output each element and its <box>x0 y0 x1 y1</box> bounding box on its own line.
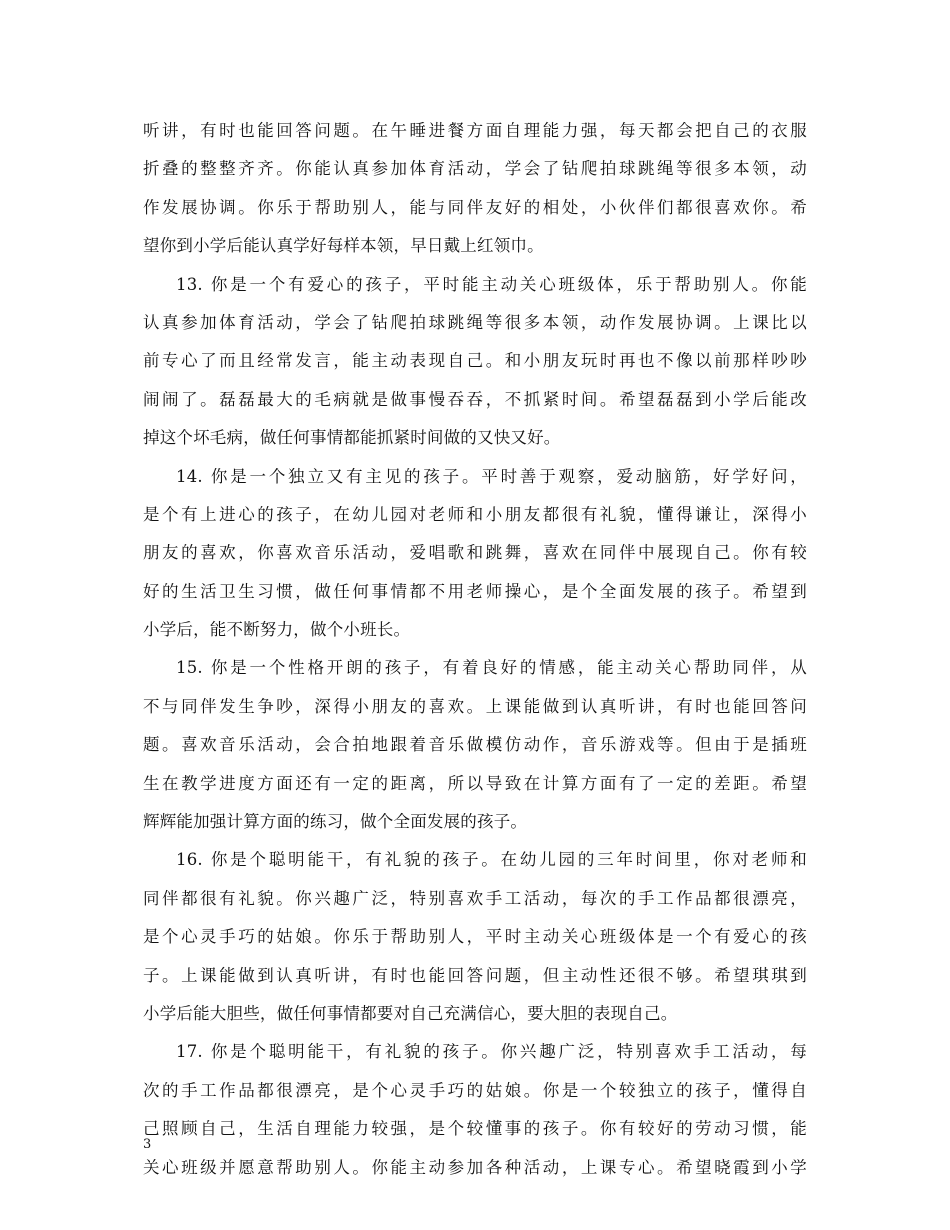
paragraph-first-line: 13. 你是一个有爱心的孩子，平时能主动关心班级体，乐于帮助别人。你能 <box>176 274 807 294</box>
text-line: 闹闹了。磊磊最大的毛病就是做事慢吞吞，不抓紧时间。希望磊磊到小学后能改 <box>143 389 807 409</box>
text-line: 关心班级并愿意帮助别人。你能主动参加各种活动，上课专心。希望晓霞到小学 <box>143 1157 807 1177</box>
text-line: 是个心灵手巧的姑娘。你乐于帮助别人，平时主动关心班级体是一个有爱心的孩 <box>143 927 807 947</box>
text-line: 生在教学进度方面还有一定的距离，所以导致在计算方面有了一定的差距。希望 <box>143 773 807 793</box>
text-line: 掉这个坏毛病，做任何事情都能抓紧时间做的又快又好。 <box>143 428 561 448</box>
text-line: 好的生活卫生习惯，做任何事情都不用老师操心，是个全面发展的孩子。希望到 <box>143 581 807 601</box>
text-line: 听讲，有时也能回答问题。在午睡进餐方面自理能力强，每天都会把自己的衣服 <box>143 121 807 140</box>
text-line: 折叠的整整齐齐。你能认真参加体育活动，学会了钻爬拍球跳绳等很多本领，动 <box>143 159 807 179</box>
text-line: 认真参加体育活动，学会了钻爬拍球跳绳等很多本领，动作发展协调。上课比以 <box>143 312 807 332</box>
text-line: 己照顾自己，生活自理能力较强，是个较懂事的孩子。你有较好的劳动习惯，能 <box>143 1119 807 1139</box>
text-line: 作发展协调。你乐于帮助别人，能与同伴友好的相处，小伙伴们都很喜欢你。希 <box>143 197 807 217</box>
text-line: 题。喜欢音乐活动，会合拍地跟着音乐做模仿动作，音乐游戏等。但由于是插班 <box>143 735 807 755</box>
text-line: 朋友的喜欢，你喜欢音乐活动，爱唱歌和跳舞，喜欢在同伴中展现自己。你有较 <box>143 543 807 563</box>
body-text <box>143 112 807 1187</box>
paragraph-first-line: 15. 你是一个性格开朗的孩子，有着良好的情感，能主动关心帮助同伴，从 <box>176 658 807 678</box>
text-line: 不与同伴发生争吵，深得小朋友的喜欢。上课能做到认真听讲，有时也能回答问 <box>143 696 807 716</box>
text-line: 望你到小学后能认真学好每样本领，早日戴上红领巾。 <box>143 236 544 256</box>
text-line: 小学后能大胆些，做任何事情都要对自己充满信心，要大胆的表现自己。 <box>143 1003 678 1023</box>
text-line: 辉辉能加强计算方面的练习，做个全面发展的孩子。 <box>143 812 528 832</box>
text-line: 次的手工作品都很漂亮，是个心灵手巧的姑娘。你是一个较独立的孩子，懂得自 <box>143 1080 807 1100</box>
text-line: 小学后，能不断努力，做个小班长。 <box>143 620 411 640</box>
paragraph-first-line: 17. 你是个聪明能干，有礼貌的孩子。你兴趣广泛，特别喜欢手工活动，每 <box>176 1042 807 1062</box>
paragraph-first-line: 16. 你是个聪明能干，有礼貌的孩子。在幼儿园的三年时间里，你对老师和 <box>176 850 807 870</box>
text-line: 前专心了而且经常发言，能主动表现自己。和小朋友玩时再也不像以前那样吵吵 <box>143 351 807 371</box>
text-line: 是个有上进心的孩子，在幼儿园对老师和小朋友都很有礼貌，懂得谦让，深得小 <box>143 504 807 524</box>
paragraph-first-line: 14. 你是一个独立又有主见的孩子。平时善于观察，爱动脑筋，好学好问， <box>176 466 807 486</box>
text-line: 子。上课能做到认真听讲，有时也能回答问题，但主动性还很不够。希望琪琪到 <box>143 965 807 985</box>
text-line: 同伴都很有礼貌。你兴趣广泛，特别喜欢手工活动，每次的手工作品都很漂亮， <box>143 888 807 908</box>
page-number: 3 <box>143 1137 152 1152</box>
